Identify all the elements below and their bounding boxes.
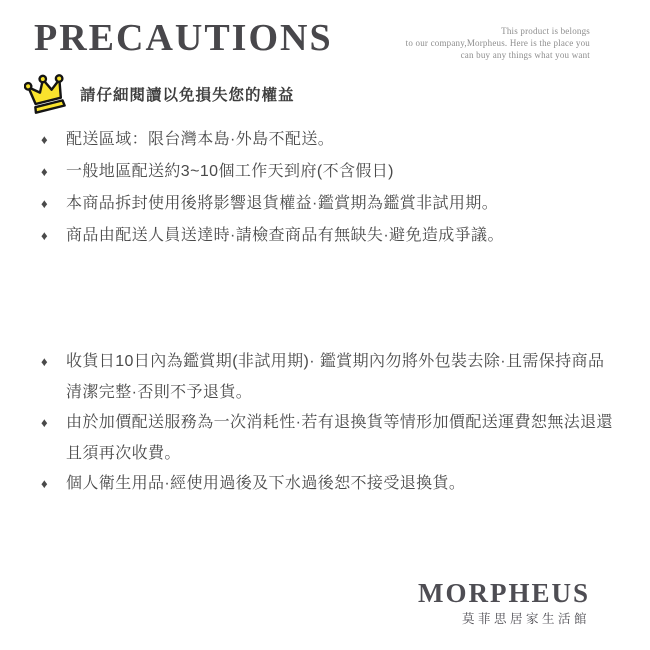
diamond-bullet-icon: ♦ — [41, 164, 49, 179]
read-carefully-notice — [24, 74, 295, 114]
diamond-bullet-icon: ♦ — [41, 476, 49, 491]
list-item-text: 商品由配送人員送達時·請檢查商品有無缺失·避免造成爭議。 — [66, 227, 504, 244]
diamond-bullet-icon: ♦ — [41, 354, 49, 369]
list-item-text: 配送區域：限台灣本島·外島不配送。 — [66, 131, 335, 148]
brand-subtitle: 莫菲思居家生活館 — [461, 612, 590, 626]
return-policy-list — [40, 347, 614, 500]
brand-logo: MORPHEUS — [417, 578, 590, 608]
list-item — [40, 347, 614, 408]
list-item — [40, 188, 600, 220]
tagline-line: to our company,Morpheus. Here is the place you — [405, 38, 590, 48]
diamond-bullet-icon: ♦ — [41, 132, 49, 147]
tagline-line: This product is belongs — [501, 26, 590, 36]
brand-tagline — [406, 25, 590, 61]
diamond-bullet-icon: ♦ — [41, 228, 49, 243]
list-item — [40, 124, 600, 156]
list-item-text: 個人衛生用品·經使用過後及下水過後恕不接受退換貨。 — [66, 475, 466, 492]
shipping-precautions-list — [40, 124, 600, 252]
list-item — [40, 469, 614, 500]
list-item-text: 一般地區配送約3~10個工作天到府(不含假日) — [66, 163, 394, 180]
notice-label: 請仔細閱讀以免損失您的權益 — [80, 87, 295, 104]
page-title: PRECAUTIONS — [34, 17, 333, 59]
list-item-text: 由於加價配送服務為一次消耗性·若有退換貨等情形加價配送運費恕無法退還且須再次收費。 — [66, 414, 613, 462]
list-item — [40, 408, 614, 469]
list-item — [40, 220, 600, 252]
diamond-bullet-icon: ♦ — [41, 415, 49, 430]
brand-logo-block — [418, 579, 590, 627]
tagline-line: can buy any things what you want — [460, 50, 590, 60]
list-item — [40, 156, 600, 188]
crown-icon — [24, 74, 70, 114]
diamond-bullet-icon: ♦ — [41, 196, 49, 211]
list-item-text: 收貨日10日內為鑑賞期(非試用期)· 鑑賞期內勿將外包裝去除·且需保持商品清潔完整·否則不予退貨。 — [66, 353, 605, 401]
list-item-text: 本商品拆封使用後將影響退貨權益·鑑賞期為鑑賞非試用期。 — [66, 195, 499, 212]
